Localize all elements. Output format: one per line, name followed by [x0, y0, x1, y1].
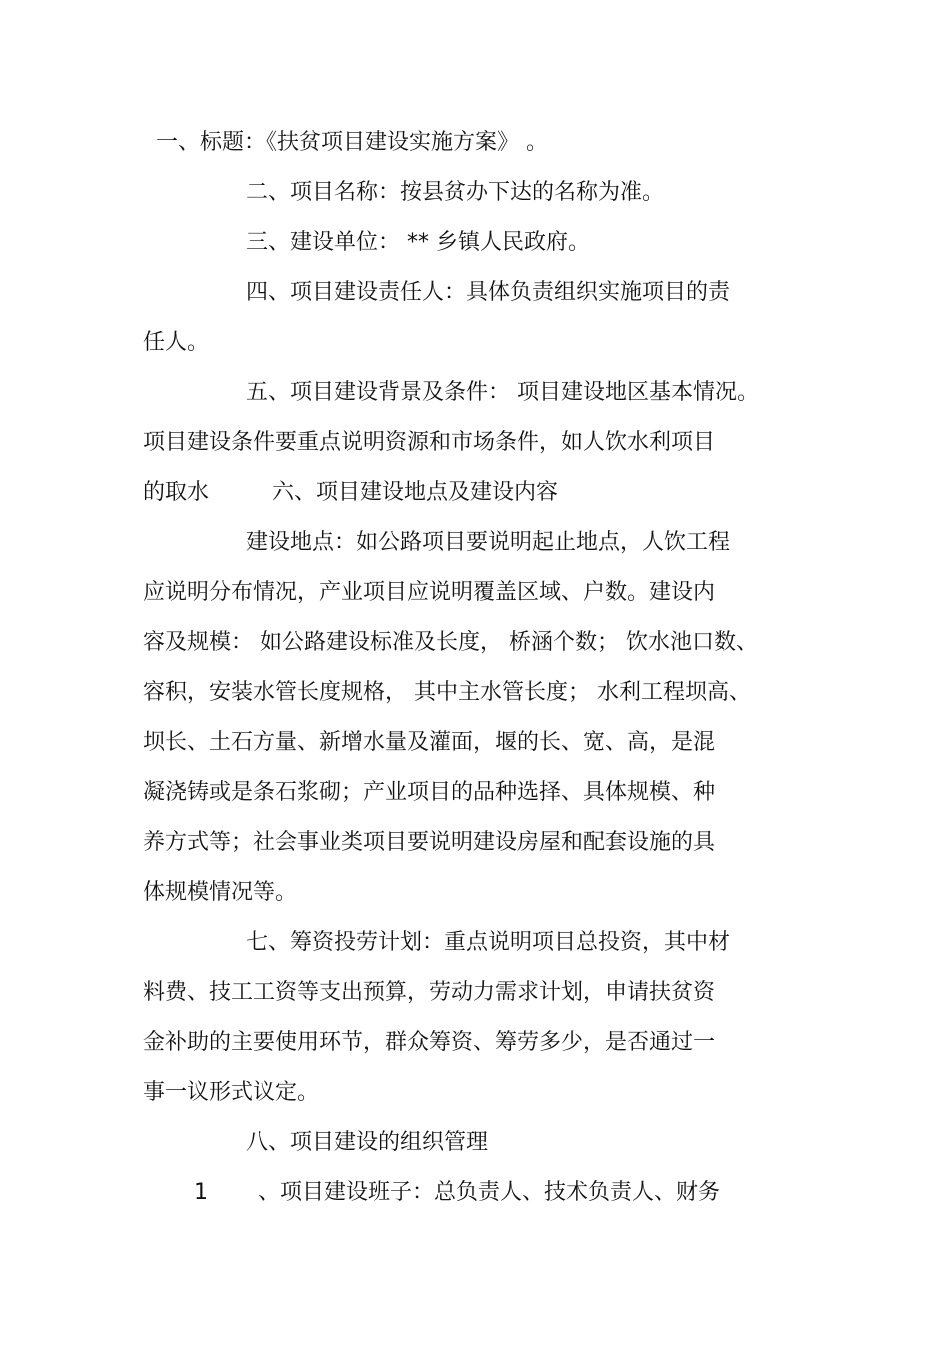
text-line-background-cont-2: 的取水	[143, 480, 210, 505]
text-line-location-cont-4: 坝长、土石方量、新增水量及灌面，堰的长、宽、高，是混	[143, 730, 716, 755]
text-line-project-name: 二、项目名称：按县贫办下达的名称为准。	[246, 180, 665, 205]
text-line-funding-plan: 七、筹资投劳计划：重点说明项目总投资，其中材	[246, 930, 731, 955]
text-line-construction-unit: 三、建设单位： ** 乡镇人民政府。	[246, 230, 590, 255]
text-line-funding-cont-3: 事一议形式议定。	[143, 1080, 320, 1105]
text-line-location-cont-3: 容积，安装水管长度规格， 其中主水管长度； 水利工程坝高、	[143, 680, 751, 705]
text-line-responsible-person: 四、项目建设责任人：具体负责组织实施项目的责	[246, 280, 731, 305]
text-line-location-cont-1: 应说明分布情况，产业项目应说明覆盖区域、户数。建设内	[143, 580, 716, 605]
text-line-responsible-person-cont: 任人。	[143, 330, 210, 355]
text-line-background: 五、项目建设背景及条件： 项目建设地区基本情况。	[246, 380, 759, 405]
text-line-management-heading: 八、项目建设的组织管理	[246, 1130, 489, 1155]
text-line-management-team: 、项目建设班子：总负责人、技术负责人、财务	[258, 1180, 721, 1205]
text-line-background-cont-1: 项目建设条件要重点说明资源和市场条件，如人饮水利项目	[143, 430, 716, 455]
text-line-location-cont-2: 容及规模： 如公路建设标准及长度， 桥涵个数； 饮水池口数、	[143, 630, 758, 655]
text-line-location-cont-6: 养方式等；社会事业类项目要说明建设房屋和配套设施的具	[143, 830, 716, 855]
text-line-funding-cont-2: 金补助的主要使用环节，群众筹资、筹劳多少，是否通过一	[143, 1030, 716, 1055]
text-line-location-cont-5: 凝浇铸或是条石浆砌；产业项目的品种选择、具体规模、种	[143, 780, 716, 805]
text-line-funding-cont-1: 料费、技工工资等支出预算，劳动力需求计划，申请扶贫资	[143, 980, 716, 1005]
text-line-location-cont-7: 体规模情况等。	[143, 880, 298, 905]
text-line-location: 建设地点：如公路项目要说明起止地点，人饮工程	[246, 530, 731, 555]
list-number-1: 1	[194, 1180, 208, 1205]
text-line-title: 一、标题：《扶贫项目建设实施方案》 。	[156, 130, 548, 155]
text-line-location-heading: 六、项目建设地点及建设内容	[272, 480, 559, 505]
